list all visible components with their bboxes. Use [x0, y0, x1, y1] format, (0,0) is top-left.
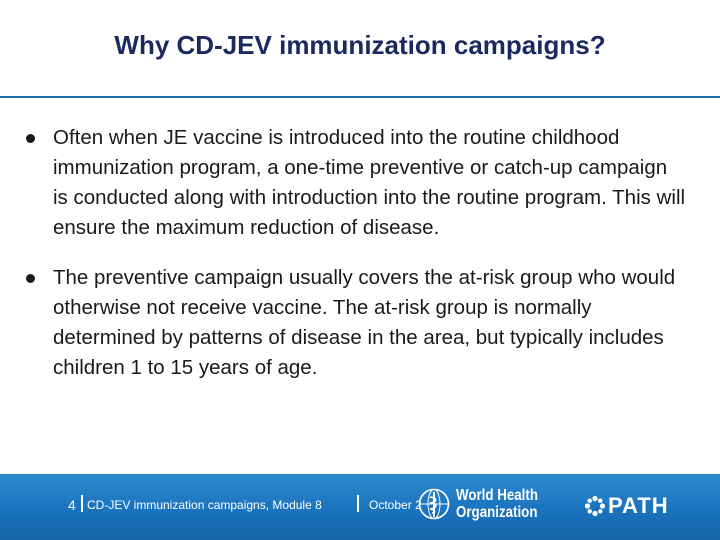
footer-bar	[0, 474, 720, 540]
who-emblem-icon	[418, 488, 450, 520]
path-logo	[584, 493, 684, 521]
bullet-dot-icon	[26, 134, 35, 143]
title-divider	[0, 96, 720, 98]
who-logo	[418, 484, 576, 530]
page-number: 4	[68, 497, 76, 513]
footer-module-text: CD-JEV immunization campaigns, Module 8	[87, 498, 322, 512]
footer-separator	[81, 495, 83, 512]
bullet-text: The preventive campaign usually covers the at-risk group who would otherwise not receive vaccine. The at-risk group is normally determined by patterns of disease in the area, but typically includes children 1 to 15 years of age.	[53, 266, 676, 379]
slide-title: Why CD-JEV immunization campaigns?	[114, 30, 606, 60]
footer-date: October 2	[369, 498, 422, 512]
who-wordmark	[456, 487, 538, 521]
footer-separator	[357, 495, 359, 512]
path-logo-icon	[584, 495, 606, 517]
who-line-2: Organization	[456, 504, 538, 521]
bullet-list	[26, 123, 686, 403]
bullet-dot-icon	[26, 274, 35, 283]
path-wordmark: PATH	[608, 493, 669, 518]
bullet-item	[26, 263, 686, 383]
who-line-1: World Health	[456, 487, 538, 504]
bullet-text: Often when JE vaccine is introduced into the routine childhood immunization program, a one-time preventive or catch-up campaign is conducted along with introduction into the routine program. This will ensure the maximum reduction of disease.	[53, 126, 686, 239]
bullet-item	[26, 123, 686, 243]
